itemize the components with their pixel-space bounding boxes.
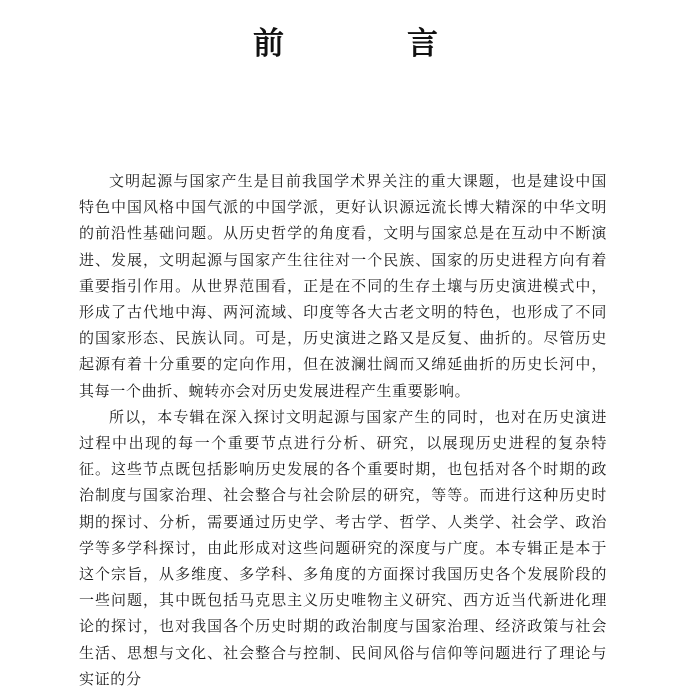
- page-title: 前 言: [253, 26, 484, 62]
- paragraph-1: 文明起源与国家产生是目前我国学术界关注的重大课题，也是建设中国特色中国风格中国气派的中国学派，更好认识源远流长博大精深的中华文明的前沿性基础问题。从历史哲学的角度看，文明与国家总是在互动中不断演进、发展，文明起源与国家产生往往对一个民族、国家的历史进程方向有着重要指引作用。从世界范围看，正是在不同的生存土壤与历史演进模式中，形成了古代地中海、两河流域、印度等各大古老文明的特色，也形成了不同的国家形态、民族认同。可是，历史演进之路又是反复、曲折的。尽管历史起源有着十分重要的定向作用，但在波澜壮阔而又绵延曲折的历史长河中，其每一个曲折、蜿转亦会对历史发展进程产生重要影响。: [79, 172, 607, 400]
- paragraph-2: 所以，本专辑在深入探讨文明起源与国家产生的同时，也对在历史演进过程中出现的每一个重要节点进行分析、研究，以展现历史进程的复杂特征。这些节点既包括影响历史发展的各个重要时期，也包括对各个时期的政治制度与国家治理、社会整合与社会阶层的研究，等等。而进行这种历史时期的探讨、分析，需要通过历史学、考古学、哲学、人类学、社会学、政治学等多学科探讨，由此形成对这些问题研究的深度与广度。本专辑正是本于这个宗旨，从多维度、多学科、多角度的方面探讨我国历史各个发展阶段的一些问题，其中既包括马克思主义历史唯物主义研究、西方近当代新进化理论的探讨，也对我国各个历史时期的政治制度与国家治理、经济政策与社会生活、思想与文化、社会整合与控制、民间风俗与信仰等问题进行了理论与实证的分: [79, 407, 607, 688]
- body-text: [79, 168, 607, 692]
